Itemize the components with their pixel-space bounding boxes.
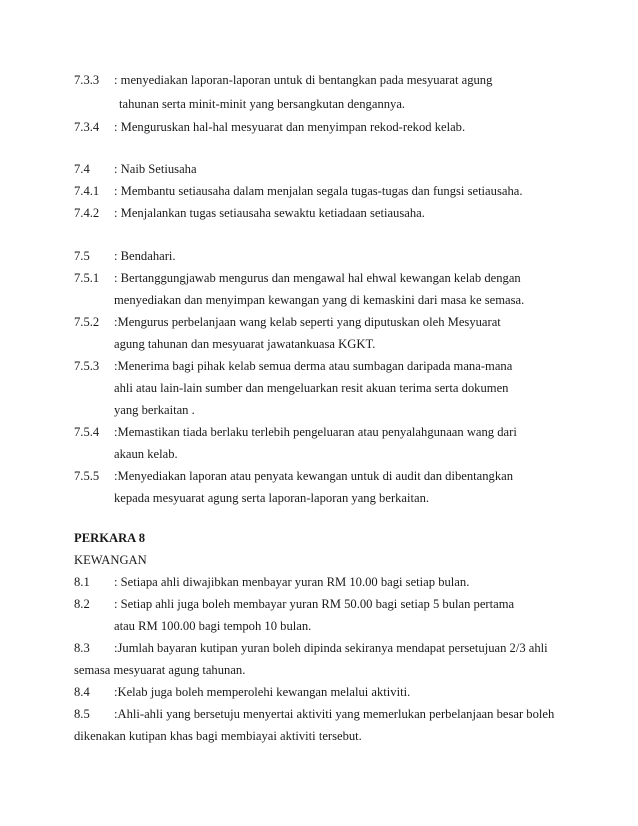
clause-text: :Jumlah bayaran kutipan yuran boleh dipinda sekiranya mendapat persetujuan 2/3 ahli (114, 641, 548, 655)
clause-text: semasa mesyuarat agung tahunan. (74, 663, 246, 677)
clause-text: : Menjalankan tugas setiausaha sewaktu ketiadaan setiausaha. (114, 206, 425, 220)
clause-number: 8.5 (74, 707, 90, 721)
section-heading: PERKARA 8 (74, 531, 146, 545)
clause-text: : Setiap ahli juga boleh membayar yuran RM 50.00 bagi setiap 5 bulan pertama (114, 597, 515, 611)
clause-text: atau RM 100.00 bagi tempoh 10 bulan. (114, 619, 312, 633)
clause-number: 8.3 (74, 641, 90, 655)
clause-number: 7.4.1 (74, 184, 100, 198)
clause-number: 7.5.1 (74, 271, 100, 285)
clause-text: dikenakan kutipan khas bagi membiayai aktiviti tersebut. (74, 729, 362, 743)
clause-text: : Setiapa ahli diwajibkan menbayar yuran RM 10.00 bagi setiap bulan. (114, 575, 470, 589)
clause-text: kepada mesyuarat agung serta laporan-laporan yang berkaitan. (114, 491, 430, 505)
clause-text: : Naib Setiusaha (114, 162, 197, 176)
clause-text: tahunan serta minit-minit yang bersangkutan dengannya. (119, 97, 406, 111)
clause-number: 7.5.5 (74, 469, 100, 483)
clause-number: 7.3.4 (74, 120, 100, 134)
section-subheading: KEWANGAN (74, 553, 147, 567)
clause-number: 7.5 (74, 249, 90, 263)
clause-number: 7.5.2 (74, 315, 100, 329)
clause-text: akaun kelab. (114, 447, 178, 461)
clause-number: 8.4 (74, 685, 90, 699)
clause-text: :Mengurus perbelanjaan wang kelab seperti yang diputuskan oleh Mesyuarat (114, 315, 501, 329)
clause-number: 7.4.2 (74, 206, 100, 220)
clause-text: :Menyediakan laporan atau penyata kewangan untuk di audit dan dibentangkan (114, 469, 514, 483)
clause-text: : Membantu setiausaha dalam menjalan segala tugas-tugas dan fungsi setiausaha. (114, 184, 523, 198)
clause-text: :Kelab juga boleh memperolehi kewangan melalui aktiviti. (114, 685, 411, 699)
clause-text: : Bendahari. (114, 249, 176, 263)
clause-number: 7.4 (74, 162, 90, 176)
clause-text: yang berkaitan . (114, 403, 195, 417)
clause-text: : Bertanggungjawab mengurus dan mengawal hal ehwal kewangan kelab dengan (114, 271, 521, 285)
clause-text: : Menguruskan hal-hal mesyuarat dan menyimpan rekod-rekod kelab. (114, 120, 466, 134)
clause-text: menyediakan dan menyimpan kewangan yang di kemaskini dari masa ke semasa. (114, 293, 525, 307)
clause-text: : menyediakan laporan-laporan untuk di bentangkan pada mesyuarat agung (114, 73, 493, 87)
clause-number: 8.1 (74, 575, 90, 589)
clause-text: :Menerima bagi pihak kelab semua derma atau sumbagan daripada mana-mana (114, 359, 513, 373)
clause-text: :Memastikan tiada berlaku terlebih pengeluaran atau penyalahgunaan wang dari (114, 425, 517, 439)
clause-text: :Ahli-ahli yang bersetuju menyertai aktiviti yang memerlukan perbelanjaan besar boleh (114, 707, 555, 721)
clause-text: ahli atau lain-lain sumber dan mengeluarkan resit akuan terima serta dokumen (114, 381, 509, 395)
clause-text: agung tahunan dan mesyuarat jawatankuasa KGKT. (114, 337, 376, 351)
clause-number: 7.5.3 (74, 359, 100, 373)
clause-number: 8.2 (74, 597, 90, 611)
clause-number: 7.3.3 (74, 73, 100, 87)
clause-number: 7.5.4 (74, 425, 100, 439)
